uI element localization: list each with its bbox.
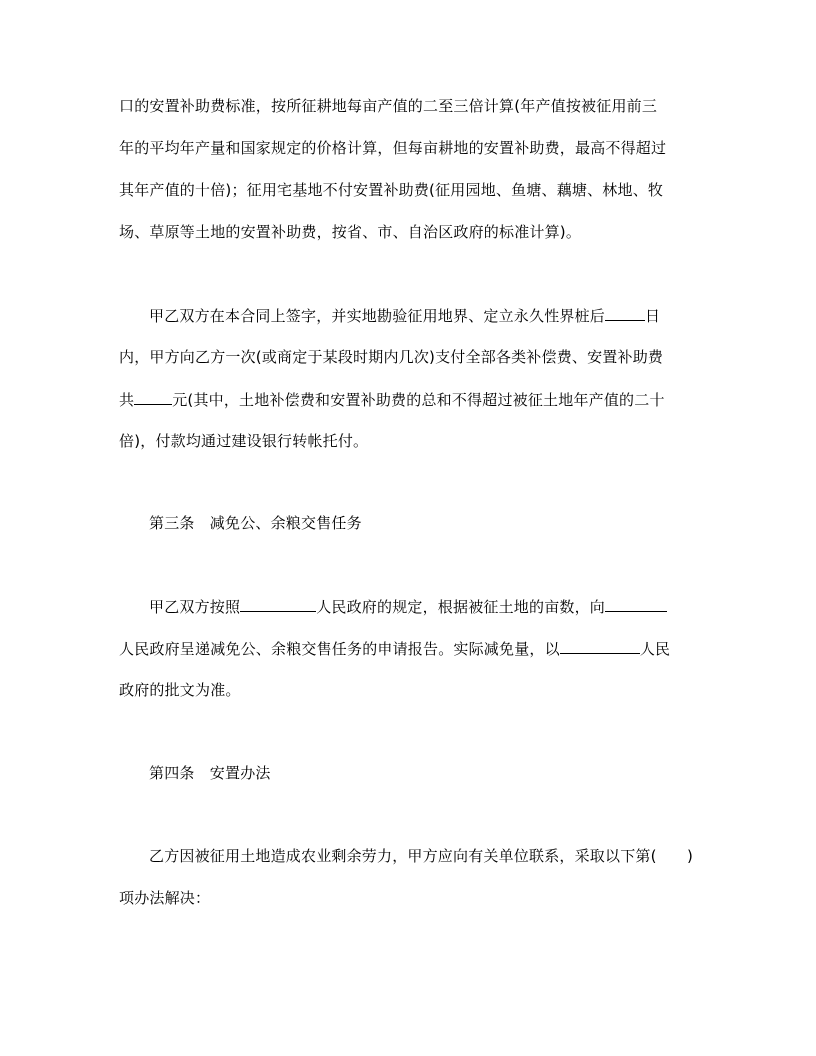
fill-in-blank (560, 638, 640, 654)
paragraph-line: 项办法解决： (119, 889, 211, 907)
paragraph-line (119, 638, 670, 659)
text-segment: 人民 (639, 640, 671, 658)
article-heading: 第四条 安置办法 (149, 764, 271, 782)
text-segment: 共 (119, 391, 135, 409)
paragraph-line: 口的安置补助费标准，按所征耕地每亩产值的二至三倍计算(年产值按被征用前三 (119, 97, 658, 115)
paragraph-line: 乙方因被征用土地造成农业剩余劳力，甲方应向有关单位联系，采取以下第( ) (149, 847, 694, 865)
paragraph-line: 场、草原等土地的安置补助费，按省、市、自治区政府的标准计算)。 (119, 223, 582, 241)
text-segment: 甲乙双方按照 (149, 598, 241, 616)
text-segment: 甲乙双方在本合同上签字，并实地勘验征用地界、定立永久性界桩后 (149, 307, 606, 325)
paragraph-line (149, 305, 660, 326)
fill-in-blank (134, 389, 172, 405)
text-segment: 元(其中，土地补偿费和安置补助费的总和不得超过被征土地年产值的二十 (172, 391, 665, 409)
paragraph-line: 年的平均年产量和国家规定的价格计算，但每亩耕地的安置补助费，最高不得超过 (119, 139, 667, 157)
paragraph-line: 政府的批文为准。 (119, 681, 241, 699)
text-segment: 日 (645, 307, 661, 325)
fill-in-blank (240, 596, 316, 612)
paragraph-line: 倍)，付款均通过建设银行转帐托付。 (119, 432, 369, 450)
fill-in-blank (605, 305, 645, 321)
paragraph-line (149, 596, 667, 617)
paragraph-line (119, 389, 665, 410)
paragraph-line: 其年产值的十倍)；征用宅基地不付安置补助费(征用园地、鱼塘、藕塘、林地、牧 (119, 181, 664, 199)
paragraph-line: 内，甲方向乙方一次(或商定于某段时期内几次)支付全部各类补偿费、安置补助费 (119, 348, 664, 366)
text-segment: 人民政府的规定，根据被征土地的亩数，向 (316, 598, 606, 616)
article-heading: 第三条 减免公、余粮交售任务 (149, 514, 362, 532)
text-segment: 人民政府呈递减免公、余粮交售任务的申请报告。实际减免量，以 (119, 640, 560, 658)
fill-in-blank (605, 596, 667, 612)
